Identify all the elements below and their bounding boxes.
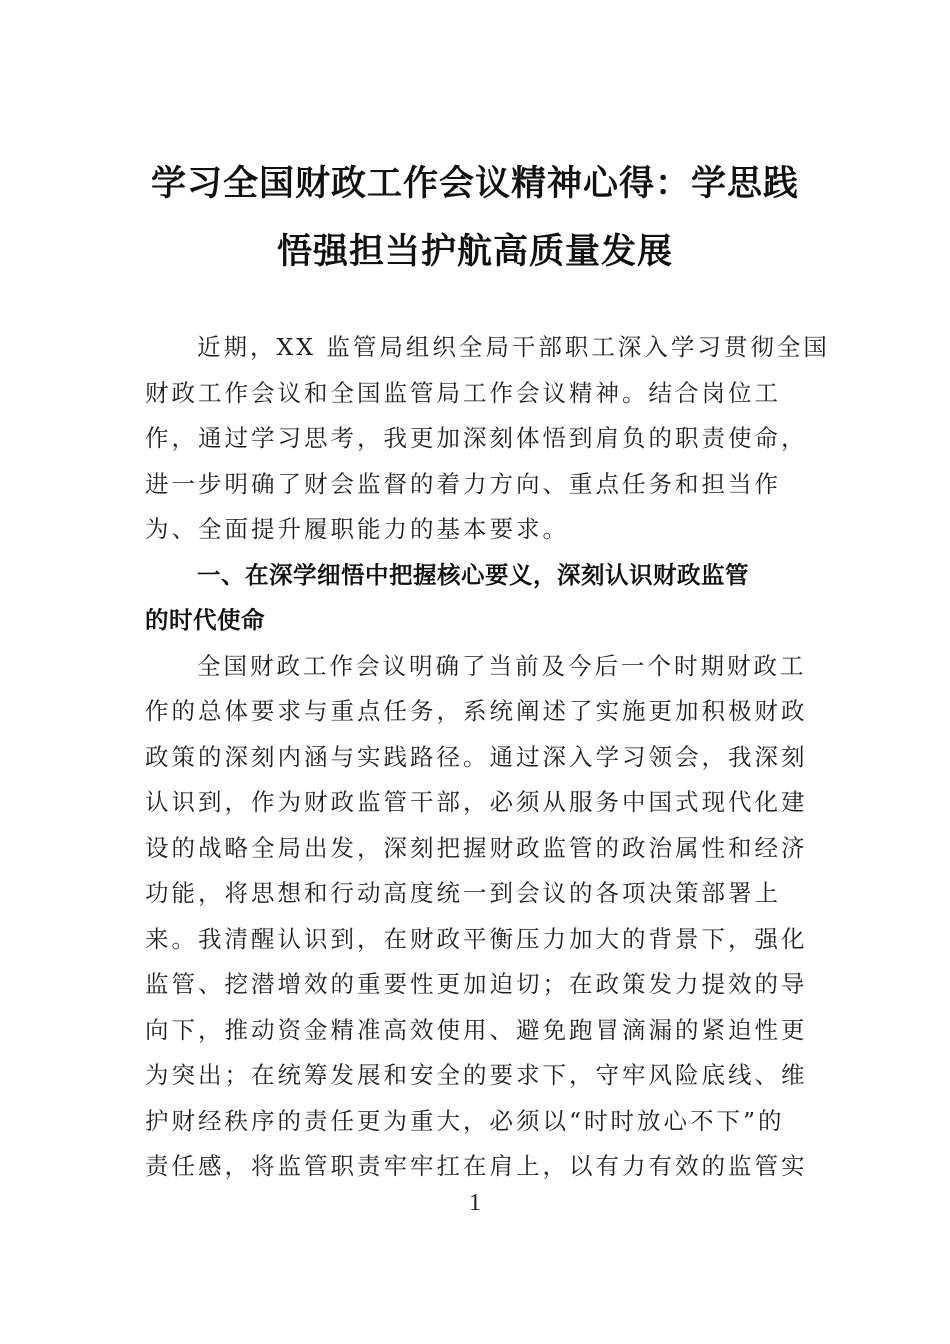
section-1-line: 责任感，将监管职责牢牢扛在肩上，以有力有效的监管实: [145, 1152, 808, 1180]
section-1-line: 全国财政工作会议明确了当前及今后一个时期财政工: [197, 651, 807, 680]
title-line-2: 悟强担当护航高质量发展: [276, 232, 673, 272]
intro-line: 近期，XX 监管局组织全局干部职工深入学习贯彻全国: [197, 333, 830, 361]
section-1-line: 护财经秩序的责任更为重大，必须以“时时放心不下”的: [145, 1106, 785, 1135]
title-line-1: 学习全国财政工作会议精神心得：学思践: [150, 164, 799, 204]
section-1-line: 功能，将思想和行动高度统一到会议的各项决策部署上: [145, 879, 781, 907]
section-1-heading-line: 一、在深学细悟中把握核心要义，深刻认识财政监管: [197, 560, 749, 589]
document-title: [145, 150, 805, 286]
section-1-line: 来。我清醒认识到，在财政平衡压力加大的背景下，强化: [145, 924, 808, 953]
intro-line: 作，通过学习思考，我更加深刻体悟到肩负的职责使命，: [145, 424, 808, 452]
section-1-line: 向下，推动资金精准高效使用、避免跑冒滴漏的紧迫性更: [145, 1015, 808, 1044]
intro-line: 为、全面提升履职能力的基本要求。: [145, 515, 569, 543]
document-body: [145, 325, 830, 1190]
intro-line: 财政工作会议和全国监管局工作会议精神。结合岗位工: [145, 378, 781, 407]
page-number: 1: [469, 1190, 481, 1216]
section-1-line: 政策的深刻内涵与实践路径。通过深入学习领会，我深刻: [145, 742, 808, 771]
section-1-heading-line: 的时代使命: [145, 606, 265, 634]
section-1-line: 为突出；在统筹发展和安全的要求下，守牢风险底线、维: [145, 1061, 808, 1089]
section-1-line: 作的总体要求与重点任务，系统阐述了实施更加积极财政: [145, 697, 808, 725]
intro-line: 进一步明确了财会监督的着力方向、重点任务和担当作: [145, 469, 781, 498]
section-1-line: 认识到，作为财政监管干部，必须从服务中国式现代化建: [145, 788, 808, 816]
section-1-line: 设的战略全局出发，深刻把握财政监管的政治属性和经济: [145, 833, 808, 862]
section-1-line: 监管、挖潜增效的重要性更加迫切；在政策发力提效的导: [145, 970, 808, 998]
